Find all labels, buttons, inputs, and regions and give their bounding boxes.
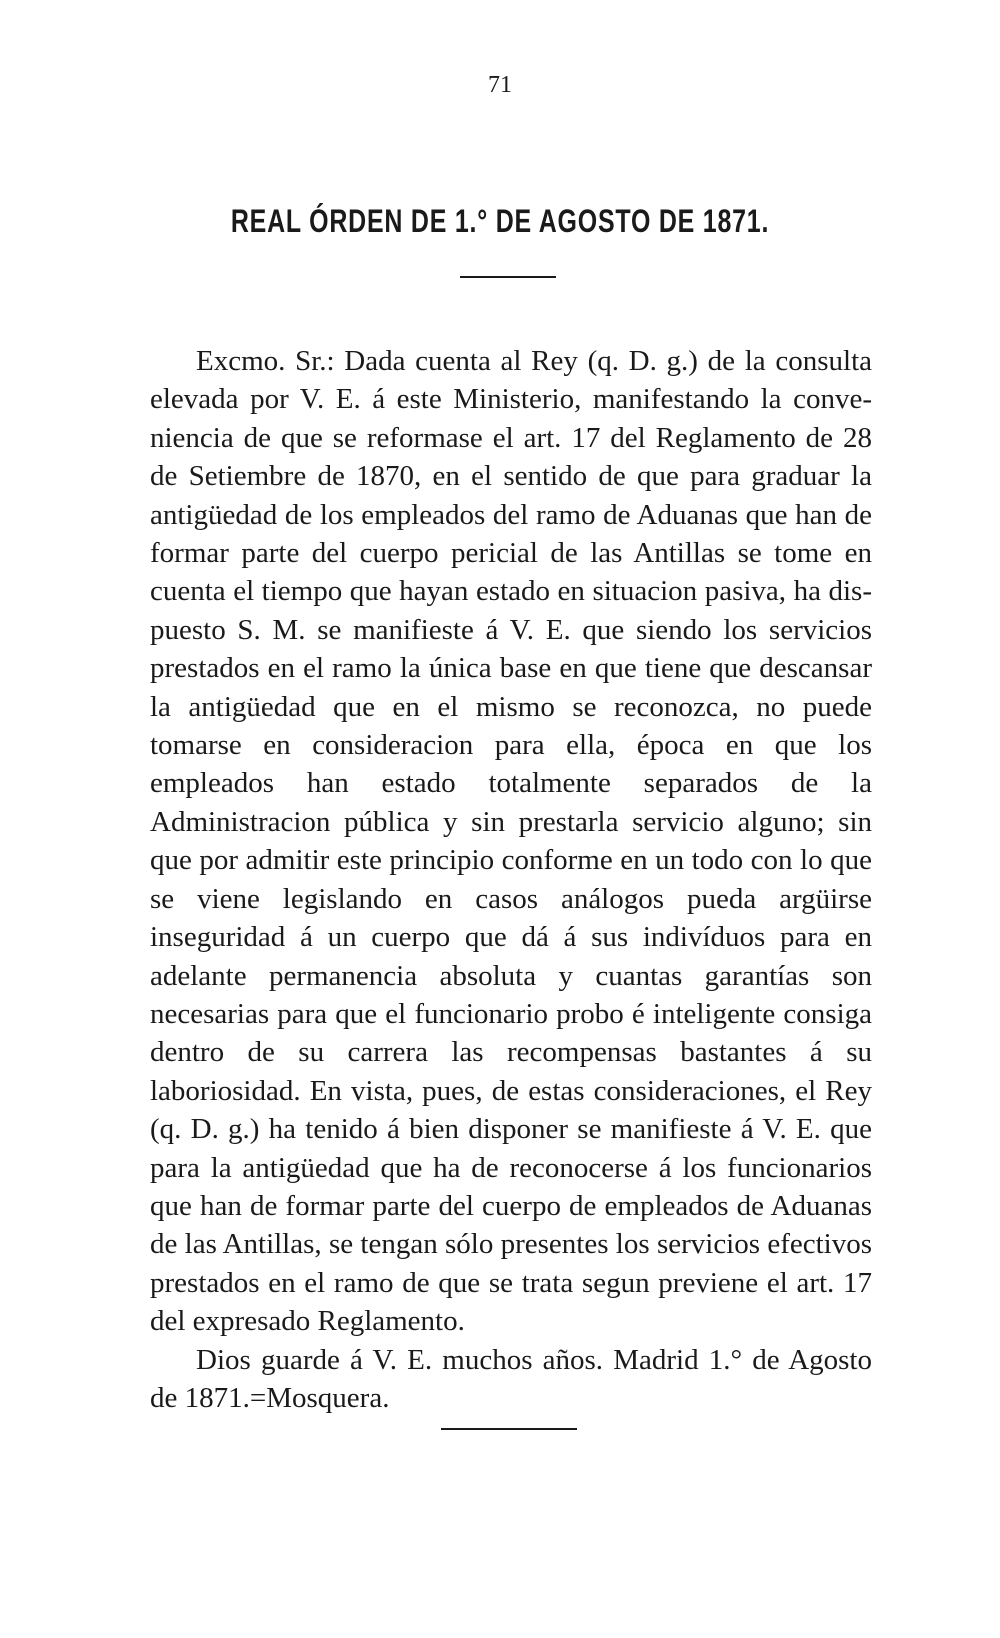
document-body	[150, 342, 872, 1417]
paragraph-closing: Dios guarde á V. E. muchos años. Madrid 1.° de Agosto de 1871.=Mosquera.	[150, 1343, 872, 1414]
page-number: 71	[488, 72, 512, 98]
page-title: REAL ÓRDEN DE 1.° DE AGOSTO DE 1871.	[230, 203, 770, 239]
paragraph-main: Excmo. Sr.: Dada cuenta al Rey (q. D. g.) de la consulta elevada por V. E. á este Ministerio, manifestando la conveniencia de que se reformase el art. 17 del Reglamento de 28 de Setiembre de 1870, en el sentido de que para graduar la antigüedad de los empleados del ramo de Aduanas que han de formar parte del cuerpo pericial de las Antillas se tome en cuenta el tiempo que hayan estado en situacion pasiva, ha dispuesto S. M. se manifieste á V. E. que siendo los servicios prestados en el ramo la única base en que tiene que descansar la antigüedad que en el mismo se reconozca, no puede tomarse en consideracion para ella, época en que los empleados han estado totalmente separados de la Administracion pública y sin prestarla servicio alguno; sin que por admitir este principio conforme en un todo con lo que se viene legislando en casos análogos pueda argüirse inseguridad á un cuerpo que dá á sus indivíduos para en adelante permanencia absoluta y cuantas garantías son necesarias para que el funcionario probo é inteligente consiga dentro de su carrera las recompensas bastantes á su laboriosidad. En vista, pues, de estas consideraciones, el Rey (q. D. g.) ha tenido á bien disponer se manifieste á V. E. que para la antigüedad que ha de reconocerse á los funcionarios que han de formar parte del cuerpo de empleados de Aduanas de las Antillas, se tengan sólo presentes los servicios efectivos prestados en el ramo de que se trata segun previene el art. 17 del expresado Reglamento.	[150, 345, 872, 1338]
end-divider	[441, 1428, 577, 1430]
title-divider	[460, 276, 556, 278]
